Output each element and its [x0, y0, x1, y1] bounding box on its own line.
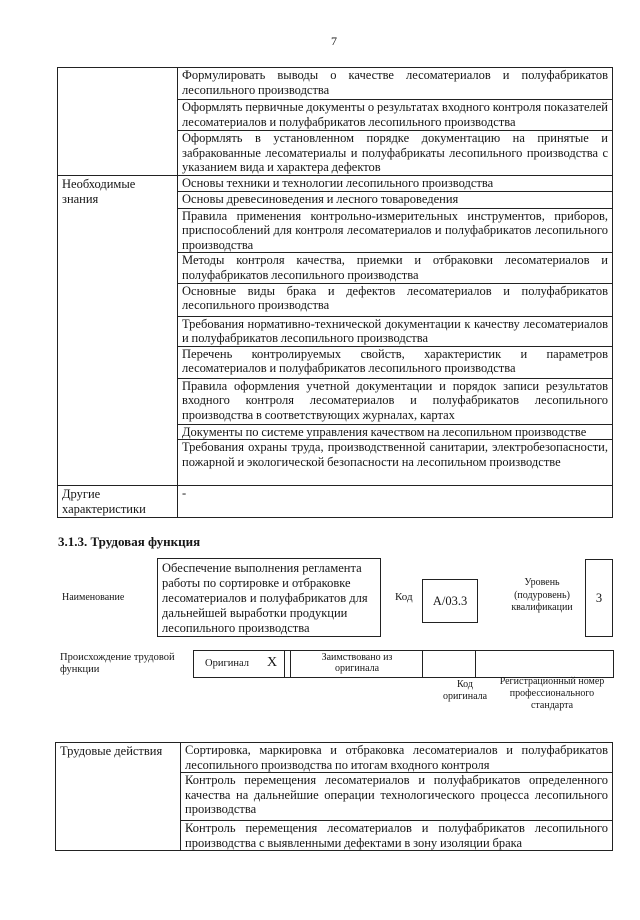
competency-section-label: Другие характеристики — [58, 486, 178, 517]
function-code-box: А/03.3 — [422, 579, 478, 623]
qualification-level-box: 3 — [585, 559, 613, 637]
original-label: Оригинал — [205, 658, 249, 669]
competency-item: Перечень контролируемых свойств, характеристик и параметров лесоматериалов и полуфабрикатов лесопильного производства — [178, 346, 613, 378]
labor-action-row — [56, 743, 613, 773]
section-heading: 3.1.3. Трудовая функция — [58, 534, 201, 549]
competency-item: Основы древесиноведения и лесного товароведения — [178, 191, 613, 208]
competency-item: Требования нормативно-технической документации к качеству лесоматериалов и полуфабрикатов лесопильного производства — [178, 316, 613, 346]
borrowed-label: Заимствовано из оригинала — [321, 652, 393, 674]
competency-table — [57, 67, 613, 518]
labor-action-section-label: Трудовые действия — [56, 743, 181, 851]
competency-item: Формулировать выводы о качестве лесоматериалов и полуфабрикатов лесопильного производства — [178, 68, 613, 100]
competency-item: Оформлять в установленном порядке документацию на принятые и забракованные лесоматериалы и полуфабрикаты лесопильного производства с указанием вида и характера дефектов — [178, 131, 613, 176]
competency-item: - — [178, 486, 613, 517]
qualification-level-label: Уровень (подуровень) квалификации — [511, 577, 573, 613]
origin-code-caption: Код оригинала — [442, 679, 488, 702]
competency-row — [58, 176, 613, 192]
competency-item: Правила оформления учетной документации и порядок записи результатов входного контроля лесоматериалов и полуфабрикатов лесопильного производства в соответствующих журналах, картах — [178, 378, 613, 424]
labor-actions-table — [55, 742, 613, 851]
competency-item: Методы контроля качества, приемки и отбраковки лесоматериалов и полуфабрикатов лесопильного производства — [178, 253, 613, 283]
registration-number-caption: Регистрационный номер профессионального стандарта — [499, 676, 605, 711]
labor-action-item: Контроль перемещения лесоматериалов и полуфабрикатов лесопильного производства с выявленными дефектами в зону изоляции брака — [181, 821, 613, 851]
original-mark: Х — [267, 655, 278, 670]
labor-action-item: Контроль перемещения лесоматериалов и полуфабрикатов определенного качества на дальнейшие операции технологического процесса лесопильного производства — [181, 773, 613, 821]
function-name-label: Наименование — [62, 592, 125, 603]
registration-number-cell — [475, 650, 614, 678]
origin-code-cell — [422, 650, 476, 678]
competency-item: Правила применения контрольно-измерительных инструментов, приборов, приспособлений для контроля лесоматериалов и полуфабрикатов лесопильного производства — [178, 208, 613, 253]
competency-item: Требования охраны труда, производственной санитарии, электробезопасности, пожарной и экологической безопасности на лесопильном производстве — [178, 440, 613, 486]
competency-item: Основы техники и технологии лесопильного производства — [178, 176, 613, 192]
original-cell — [193, 650, 285, 678]
competency-section-label: Необходимые знания — [58, 176, 178, 486]
page-number: 7 — [331, 34, 337, 48]
function-code-label: Код — [395, 591, 413, 603]
function-name-box: Обеспечение выполнения регламента работы по сортировке и отбраковке лесоматериалов и полуфабрикатов для дальнейшей выработки продукции лесопильного производства — [157, 558, 381, 637]
competency-item: Основные виды брака и дефектов лесоматериалов и полуфабрикатов лесопильного производства — [178, 283, 613, 316]
labor-action-item: Сортировка, маркировка и отбраковка лесоматериалов и полуфабрикатов лесопильного производства по итогам входного контроля — [181, 743, 613, 773]
competency-row — [58, 486, 613, 517]
origin-label: Происхождение трудовой функции — [60, 652, 175, 675]
competency-section-label — [58, 68, 178, 176]
competency-item: Оформлять первичные документы о результатах входного контроля показателей лесоматериалов и полуфабрикатов лесопильного производства — [178, 100, 613, 131]
borrowed-cell — [290, 650, 423, 678]
competency-item: Документы по системе управления качеством на лесопильном производстве — [178, 424, 613, 440]
competency-row — [58, 68, 613, 100]
